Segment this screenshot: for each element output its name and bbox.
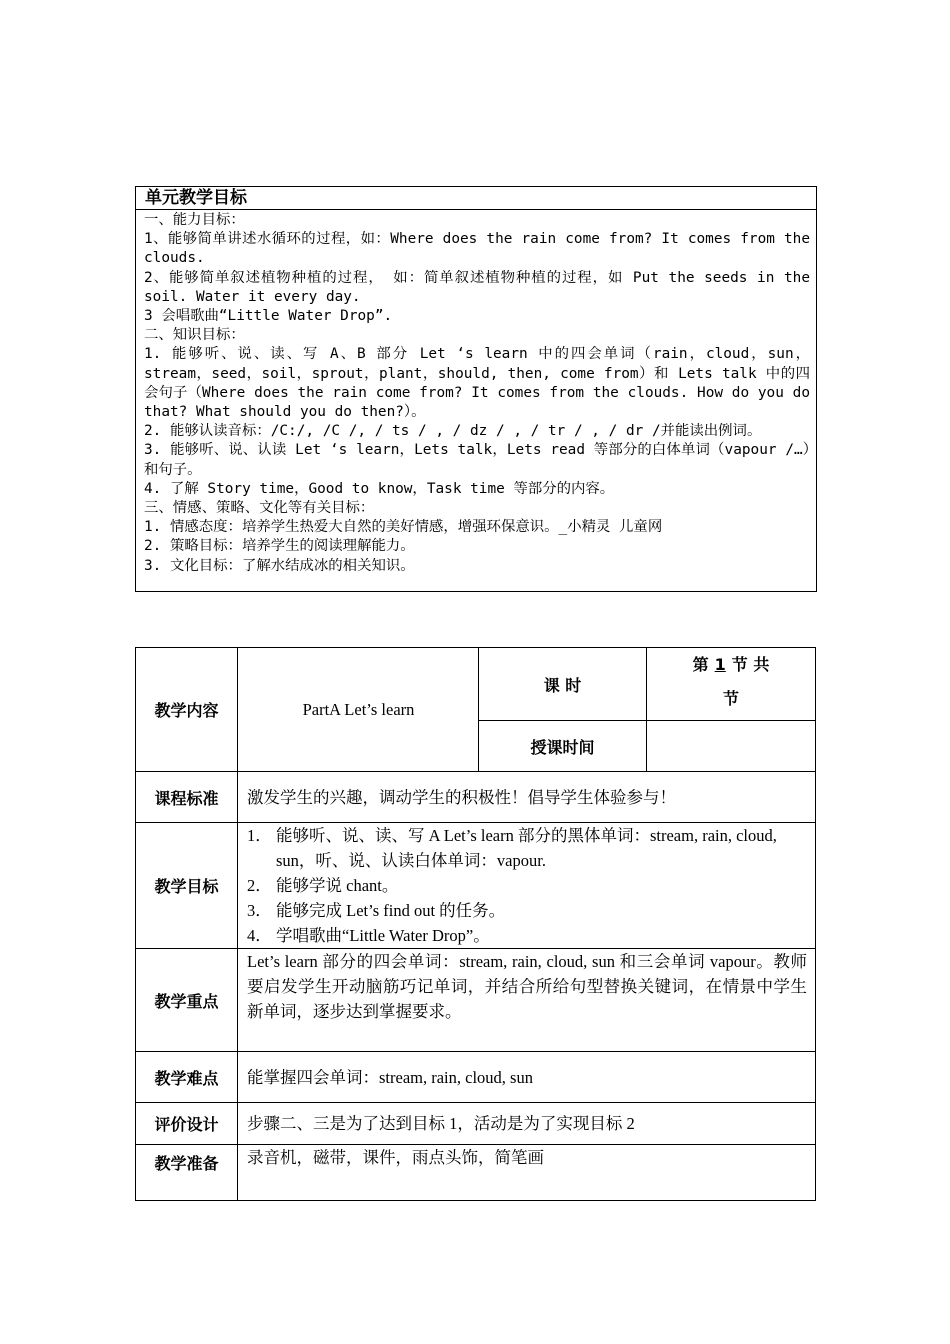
lesson-plan-table: [135, 647, 816, 1201]
goal-line: 3. 文化目标：了解水结成冰的相关知识。: [144, 557, 415, 574]
evaluation-value: 步骤二、三是为了达到目标 1，活动是为了实现目标 2: [238, 1103, 816, 1145]
period-value: [647, 648, 816, 721]
goal-line: 2. 能够认读音标：/C:/, /C /, / ts / , / dz / , / tr / , / dr /并能读出例词。: [144, 423, 762, 440]
preparation-value: 录音机，磁带，课件，雨点头饰，简笔画: [238, 1145, 816, 1201]
time-value: [647, 721, 816, 772]
objectives-list: [247, 823, 807, 948]
goal-line: 三、情感、策略、文化等有关目标：: [144, 500, 375, 517]
standard-value: 激发学生的兴趣，调动学生的积极性！倡导学生体验参与！: [238, 772, 816, 823]
objective-item: 4． 学唱歌曲“Little Water Drop”。: [247, 926, 490, 945]
key-points-label: 教学重点: [136, 949, 238, 1052]
goal-line: 2、能够简单叙述植物种植的过程， 如：简单叙述植物种植的过程，如 Put the seeds in the soil. Water it every day.: [144, 269, 810, 305]
objectives-label: 教学目标: [136, 823, 238, 949]
standard-label: 课程标准: [136, 772, 238, 823]
difficulty-value: 能掌握四会单词：stream, rain, cloud, sun: [238, 1052, 816, 1103]
goal-line: 3 会唱歌曲“Little Water Drop”.: [144, 308, 393, 325]
key-points-value: Let’s learn 部分的四会单词：stream, rain, cloud, sun 和三会单词 vapour。教师要启发学生开动脑筋巧记单词，并结合所给句型替换关键词，在情景中学生新单词，逐步达到掌握要求。: [238, 949, 816, 1052]
goal-line: 一、能力目标：: [144, 212, 245, 228]
period-total-suffix: 节: [722, 689, 739, 708]
difficulty-label: 教学难点: [136, 1052, 238, 1103]
goal-line: 4. 了解 Story time，Good to know，Task time 等部分的内容。: [144, 480, 615, 497]
time-label: 授课时间: [479, 721, 647, 772]
unit-goals-title: 单元教学目标: [136, 187, 816, 210]
unit-goals-body: [136, 210, 816, 576]
content-label: 教学内容: [136, 648, 238, 772]
goal-line: 3. 能够听、说、认读 Let ‘s learn，Lets talk，Lets read 等部分的白体单词（vapour /…）和句子。: [144, 442, 810, 478]
objective-item: 3． 能够完成 Let’s find out 的任务。: [247, 901, 506, 920]
period-prefix: 第: [692, 655, 709, 674]
evaluation-label: 评价设计: [136, 1103, 238, 1145]
goal-line: 1、能够简单讲述水循环的过程，如：Where does the rain come from? It comes from the clouds.: [144, 231, 810, 267]
preparation-label: 教学准备: [136, 1145, 238, 1201]
period-suffix: 节 共: [731, 655, 770, 674]
objectives-value: [238, 823, 816, 949]
goal-line: 二、知识目标：: [144, 327, 245, 344]
objective-item: 2． 能够学说 chant。: [247, 876, 399, 895]
objective-item: 1． 能够听、说、读、写 A Let’s learn 部分的黑体单词：stream, rain, cloud, sun，听、说、认读白体单词：vapour.: [247, 826, 777, 870]
period-number: 1: [714, 655, 726, 674]
goal-line: 1. 情感态度：培养学生热爱大自然的美好情感，增强环保意识。_小精灵 儿童网: [144, 519, 663, 536]
goal-line: 2. 策略目标：培养学生的阅读理解能力。: [144, 538, 415, 555]
goal-line: 1. 能够听、说、读、写 A、B 部分 Let ‘s learn 中的四会单词（rain，cloud，sun，stream，seed，soil，sprout，plant，should, then, come from）和 Lets talk 中的四会句子（Where does the rain come from? It comes from the clouds. How do you do that? What should you do then?）。: [144, 346, 810, 421]
content-value: PartA Let’s learn: [238, 648, 479, 772]
unit-goals-box: [135, 186, 817, 592]
period-label: 课 时: [479, 648, 647, 721]
